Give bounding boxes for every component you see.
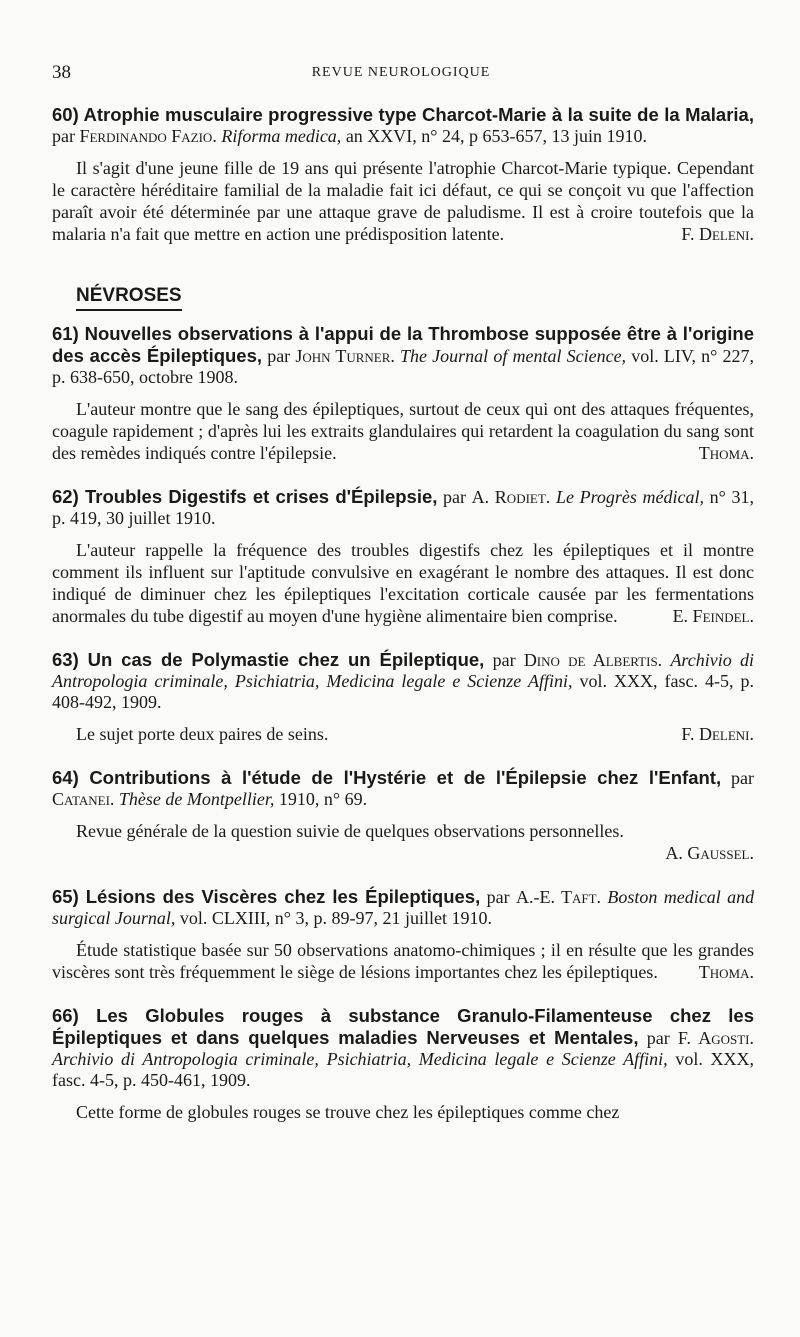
article-61 xyxy=(52,323,754,464)
article-ref: vol. CLXIII, n° 3, p. 89-97, 21 juillet 1910. xyxy=(179,908,492,928)
article-author: Catanei. xyxy=(52,789,115,809)
article-signature: E. Feindel. xyxy=(672,606,754,626)
section-heading: NÉVROSES xyxy=(76,285,182,311)
article-signature: F. Deleni. xyxy=(681,724,754,744)
page-header xyxy=(52,62,750,86)
article-signature: Thoma. xyxy=(698,443,754,463)
article-author: A. Rodiet. xyxy=(471,487,551,507)
article-author: John Turner. xyxy=(295,346,395,366)
article-text: Étude statistique basée sur 50 observations anatomo-chimiques ; il en résulte que les grandes viscères sont très fréquemment le siège de lésions importantes chez les épileptiques. Thoma. xyxy=(52,940,754,982)
article-text: Il s'agit d'une jeune fille de 19 ans qui présente l'atrophie Charcot-Marie typique. Cependant le caractère héréditaire familial de la maladie fait ici défaut, ce qui se conçoit vu que l'affection paraît avoir été déterminée par une attaque grave de paludisme. Il est à croire toutefois que la malaria n'a fait que mettre en action une prédisposition latente. F. Deleni. xyxy=(52,158,754,244)
article-65 xyxy=(52,886,754,983)
article-text: L'auteur rappelle la fréquence des troubles digestifs chez les épileptiques et il montre comment ils influent sur l'aptitude convulsive en exagérant le nombre des attaques. Il est donc indiqué de diminuer chez les épileptiques l'excitation corticale causée par les fermentations anormales du tube digestif au moyen d'une hygiène alimentaire bien comprise. E. Feindel. xyxy=(52,540,754,626)
article-signature: F. Deleni. xyxy=(681,224,754,244)
article-title: 65) Lésions des Viscères chez les Épileptiques, par A.-E. Taft. Boston medical and surgical Journal, vol. CLXIII, n° 3, p. 89-97, 21 juillet 1910. xyxy=(52,886,755,928)
article-62 xyxy=(52,486,754,627)
running-title: REVUE NEUROLOGIQUE xyxy=(311,65,491,80)
article-text: Le sujet porte deux paires de seins. F. Deleni. xyxy=(76,724,754,744)
article-journal: Archivio di Antropologia criminale, Psichiatria, Medicina legale e Scienze Affini, xyxy=(52,650,754,691)
article-journal: Archivio di Antropologia criminale, Psichiatria, Medicina legale e Scienze Affini, xyxy=(52,1049,668,1069)
article-ref: vol. XXX, fasc. 4-5, p. 450-461, 1909. xyxy=(52,1049,755,1090)
article-title: 60) Atrophie musculaire progressive type Charcot-Marie à la suite de la Malaria, par Ferdinando Fazio. Riforma medica, an XXVI, n° 24, p 653-657, 13 juin 1910. xyxy=(52,104,754,146)
article-ref: n° 31, p. 419, 30 juillet 1910. xyxy=(52,487,755,528)
article-author: F. Agosti. xyxy=(677,1028,755,1048)
article-63 xyxy=(52,649,754,745)
article-journal: The Journal of mental Science, xyxy=(400,346,627,366)
article-text: L'auteur montre que le sang des épileptiques, surtout de ceux qui ont des attaques fréquentes, coagule rapidement ; d'après lui les extraits glandulaires qui retardent la coagulation du sang sont des remèdes indiqués contre l'épilepsie. Thoma. xyxy=(52,399,754,463)
article-author: A.-E. Taft. xyxy=(515,887,602,907)
page-number: 38 xyxy=(52,62,71,83)
article-66 xyxy=(52,1005,754,1123)
article-text: Cette forme de globules rouges se trouve chez les épileptiques comme chez xyxy=(76,1102,620,1122)
article-60 xyxy=(52,104,754,245)
article-journal: Thèse de Montpellier, xyxy=(118,789,275,809)
article-ref: an XXVI, n° 24, p 653-657, 13 juin 1910. xyxy=(345,126,647,146)
article-journal: Riforma medica, xyxy=(221,126,342,146)
article-title: 64) Contributions à l'étude de l'Hystérie et de l'Épilepsie chez l'Enfant, par Catanei. Thèse de Montpellier, 1910, n° 69. xyxy=(52,767,754,809)
article-ref: 1910, n° 69. xyxy=(278,789,368,809)
article-signature: Thoma. xyxy=(698,962,754,982)
article-journal: Boston medical and surgical Journal, xyxy=(52,887,755,928)
article-content xyxy=(52,104,754,1123)
article-64 xyxy=(52,767,754,864)
article-journal: Le Progrès médical, xyxy=(555,487,705,507)
article-author: Dino de Albertis. xyxy=(523,650,663,670)
article-ref: vol. LIV, n° 227, p. 638-650, octobre 1908. xyxy=(52,346,755,387)
article-text: Revue générale de la question suivie de quelques observations personnelles. xyxy=(76,821,624,841)
article-title: 66) Les Globules rouges à substance Granulo-Filamenteuse chez les Épileptiques et dans quelques maladies Nerveuses et Mentales, par F. Agosti. Archivio di Antropologia criminale, Psichiatria, Medicina legale e Scienze Affini, vol. XXX, fasc. 4-5, p. 450-461, 1909. xyxy=(52,1005,755,1090)
article-title: 63) Un cas de Polymastie chez un Épileptique, par Dino de Albertis. Archivio di Antropologia criminale, Psichiatria, Medicina legale e Scienze Affini, vol. XXX, fasc. 4-5, p. 408-492, 1909. xyxy=(52,649,754,712)
article-title: 61) Nouvelles observations à l'appui de la Thrombose supposée être à l'origine des accès Épileptiques, par John Turner. The Journal of mental Science, vol. LIV, n° 227, p. 638-650, octobre 1908. xyxy=(52,323,755,387)
article-ref: vol. XXX, fasc. 4-5, p. 408-492, 1909. xyxy=(52,671,754,712)
article-title: 62) Troubles Digestifs et crises d'Épilepsie, par A. Rodiet. Le Progrès médical, n° 31, p. 419, 30 juillet 1910. xyxy=(52,486,755,528)
article-signature: A. Gaussel. xyxy=(665,843,754,863)
article-author: Ferdinando Fazio. xyxy=(79,126,217,146)
